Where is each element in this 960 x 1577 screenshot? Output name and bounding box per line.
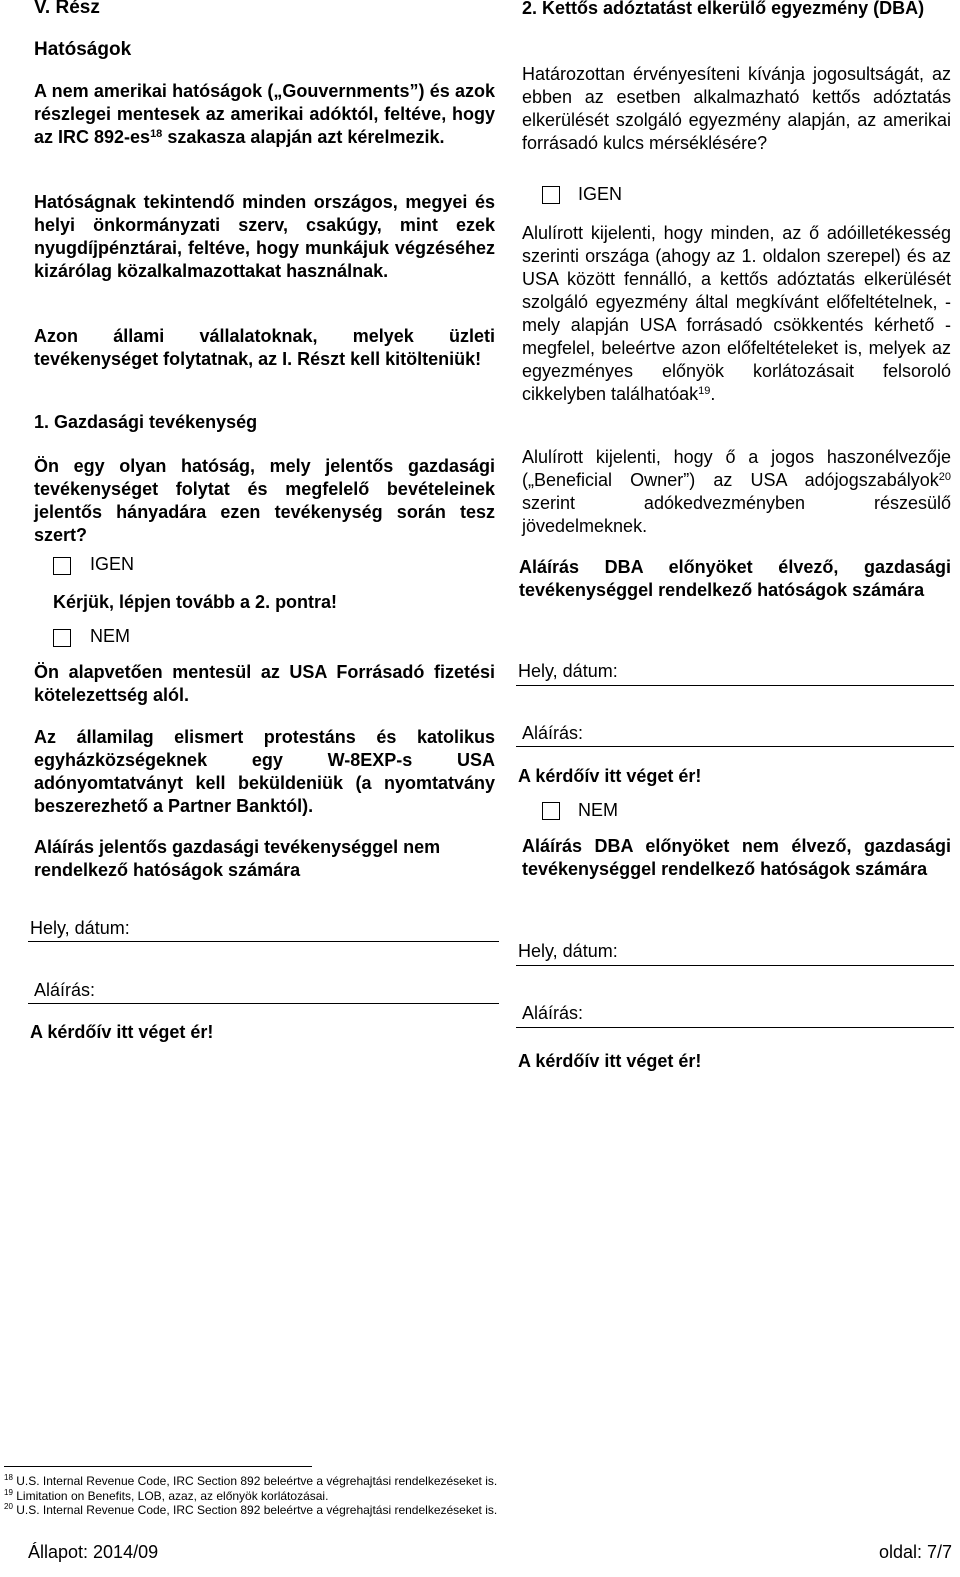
signature-label-right-2: Aláírás: [522,1003,584,1023]
footnote-ref-18: 18 [150,128,163,140]
declaration-conditions: Alulírott kijelenti, hogy minden, az ő adóilletékesség szerinti országa (ahogy az 1. oldalon szerepel) és az USA között fennálló, a kettős adóztatás elkerülését szolgáló egyezmény által megkívánt előfeltételnek, - mely alapján USA forrásadó csökkentés kérhető - megfelel, beleértve azon előfeltételeket is, melyek az egyezményes előnyök korlátozásait felsoroló cikkelyben találhatóak$^{19}$. [522,223,951,404]
section-heading: Hatóságok [34,39,132,60]
end-text-left: A kérdőív itt véget ér! [30,1022,214,1042]
place-date-label-left: Hely, dátum: [30,918,130,938]
footnote-20: $^{20}$ U.S. Internal Revenue Code, IRC Section 892 beleértve a végrehajtási rendelkezéseket is. [4,1502,498,1517]
economic-activity-question: Ön egy olyan hatóság, mely jelentős gazdasági tevékenységet folytat és megfelelő bevételeinek jelentős hányadára ezen tevékenység során tesz szert? [34,456,495,545]
signature-label-left: Aláírás: [34,980,96,1000]
signature-heading-left: Aláírás jelentős gazdasági tevékenységgel nem rendelkező hatóságok számára [34,837,441,880]
church-note: Az államilag elismert protestáns és katolikus egyházközségeknek egy W-8EXP-s USA adónyomtatványt kell beküldeniük (a nyomtatvány beszerezhető a Partner Banktól). [34,727,495,816]
place-date-label-right-2: Hely, dátum: [518,941,618,961]
place-date-line-right[interactable] [516,685,954,686]
signature-heading-dba-no: Aláírás DBA előnyöket nem élvező, gazdasági tevékenységgel rendelkező hatóságok számára [522,836,951,879]
footnote-ref-20: 20 [938,471,951,483]
no-label-right: NEM [578,800,618,820]
end-text-right: A kérdőív itt véget ér! [518,766,702,786]
yes-label-right: IGEN [578,184,623,204]
place-date-line-left[interactable] [28,941,499,942]
footnote-19: $^{19}$ Limitation on Benefits, LOB, azaz, az előnyök korlátozásai. [4,1488,329,1503]
footer-status: Állapot: 2014/09 [28,1542,159,1562]
goto-point-2: Kérjük, lépjen tovább a 2. pontra! [53,592,338,612]
yes-checkbox-right[interactable] [542,186,560,204]
signature-heading-dba-yes: Aláírás DBA előnyöket élvező, gazdasági tevékenységgel rendelkező hatóságok számára [519,557,951,600]
part-title: V. Rész [34,0,100,18]
signature-line-right[interactable] [516,746,954,747]
place-date-label-right: Hely, dátum: [518,661,618,681]
no-label-left: NEM [90,626,130,646]
footer-page-number: oldal: 7/7 [878,1542,952,1562]
no-checkbox-right[interactable] [542,802,560,820]
signature-line-left[interactable] [28,1003,499,1004]
end-text-right-2: A kérdőív itt véget ér! [518,1051,702,1071]
footnote-ref-19: 19 [698,385,711,397]
yes-label-left: IGEN [90,554,135,574]
signature-line-right-2[interactable] [516,1027,954,1028]
yes-checkbox-left[interactable] [53,557,71,575]
dba-section-title: 2. Kettős adóztatást elkerülő egyezmény (DBA) [522,0,925,18]
exemption-text: Ön alapvetően mentesül az USA Forrásadó fizetési kötelezettség alól. [34,662,495,705]
place-date-line-right-2[interactable] [516,965,954,966]
footnote-18: $^{18}$ U.S. Internal Revenue Code, IRC Section 892 beleértve a végrehajtási rendelkezéseket is. [4,1473,498,1488]
signature-label-right: Aláírás: [522,723,584,743]
footnote-separator [4,1466,312,1467]
no-checkbox-left[interactable] [53,629,71,647]
authority-definition: Hatóságnak tekintendő minden országos, megyei és helyi önkormányzati szerv, csakúgy, mint ezek nyugdíjpénztárai, feltéve, hogy munkájuk végzéséhez kizárólag közalkalmazottakat használnak. [34,192,495,281]
intro-paragraph: A nem amerikai hatóságok („Gouvernments”) és azok részlegei mentesek az amerikai adóktól, feltéve, hogy az IRC $892-es^{18}$ szakasza alapján azt kérelmezik. [34,81,495,147]
declaration-beneficial-owner: Alulírott kijelenti, hogy ő a jogos haszonélvezője („Beneficial Owner”) az USA adójogszabályok$^{20}$ szerint adókedvezményben részesülő jövedelmeknek. [522,447,951,536]
dba-question: Határozottan érvényesíteni kívánja jogosultságát, az ebben az esetben alkalmazható kettős adóztatás elkerülését szolgáló egyezmény alapján, az amerikai forrásadó kulcs mérséklésére? [522,64,951,153]
economic-activity-title: 1. Gazdasági tevékenység [34,412,258,432]
state-company-note: Azon állami vállalatoknak, melyek üzleti tevékenységet folytatnak, az I. Részt kell kitölteniük! [34,326,495,369]
